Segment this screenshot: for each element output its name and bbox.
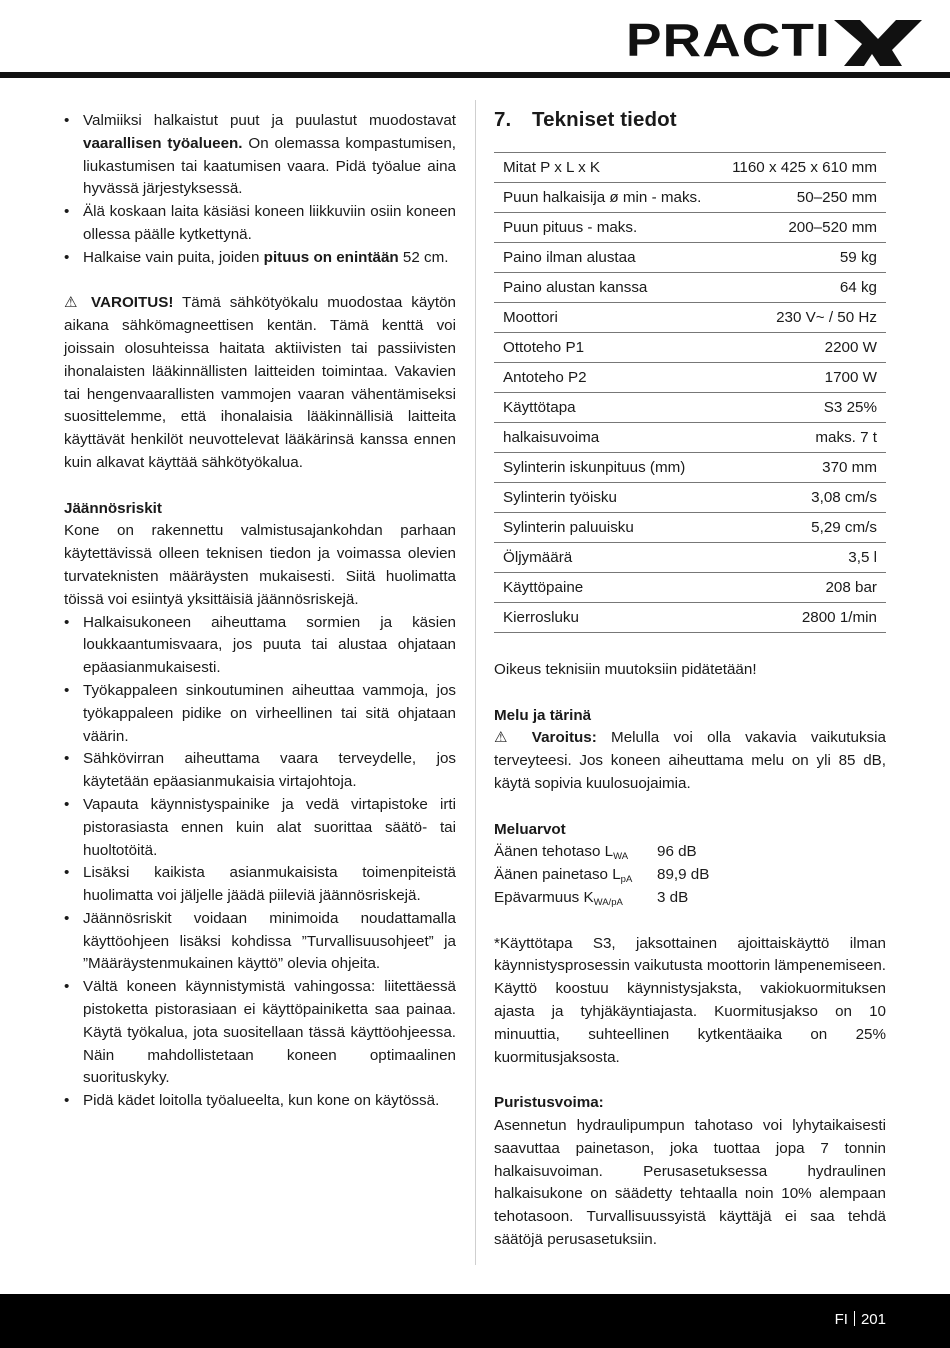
spec-label: Sylinterin työisku <box>494 483 717 513</box>
noise-warning: ⚠ Varoitus: Melulla voi olla vakavia vaikutuksia terveyteesi. Jos koneen aiheuttama melu on yli 85 dB, käytä sopivia kuulosuojaimia. <box>494 729 886 792</box>
list-item: • Vapauta käynnistyspainike ja vedä virtapistoke irti pistorasiasta ennen kuin alat suorittaa säätö- tai huoltotöitä. <box>64 794 456 862</box>
list-item: • Työkappaleen sinkoutuminen aiheuttaa vammoja, jos työkappaleen pidike on virheellinen tai sitä ohjataan väärin. <box>64 680 456 748</box>
header-rule <box>0 72 950 78</box>
noise-values-table <box>494 841 709 909</box>
technical-data-table <box>494 152 886 633</box>
pressing-force-heading: Puristusvoima: <box>494 1094 604 1112</box>
spec-value: maks. 7 t <box>717 423 886 453</box>
table-row <box>494 333 886 363</box>
pressing-force-text: Asennetun hydraulipumpun tahotaso voi lyhytaikaisesti saavuttaa painetason, joka tuottaa jopa 7 tonnin halkaisuvoiman. Perusasetuksessa hydraulinen halkaisukone on säädetty tehtaalla noin 10% alempaan tehotasoon. Turvallisuussyistä käyttäjä ei saa tehdä säätöjä perusasetuksiin. <box>494 1116 886 1248</box>
spec-value: 230 V~ / 50 Hz <box>717 303 886 333</box>
residual-risks-list <box>64 612 456 1114</box>
spec-value: 1700 W <box>717 363 886 393</box>
spec-value: 1160 x 425 x 610 mm <box>717 153 886 183</box>
spec-value: 2800 1/min <box>717 603 886 633</box>
duty-cycle-note: *Käyttötapa S3, jaksottainen ajoittaiskäyttö ilman käynnistysprosessin vaikutusta moottorin lämpenemiseen. Käyttö koostuu käynnistysjaksta, vakiokuormituksen ajasta ja tyhjäkäyntiajasta. Kuormitusjakso on 10 minuuttia, suhteellinen kytkentäaika on 25% kuormitusjaksosta. <box>494 934 886 1066</box>
table-row <box>494 303 886 333</box>
spec-value: 200–520 mm <box>717 213 886 243</box>
spec-label: Sylinterin paluuisku <box>494 513 717 543</box>
rights-note: Oikeus teknisiin muutoksiin pidätetään! <box>494 661 757 678</box>
list-item: • Halkaise vain puita, joiden pituus on enintään 52 cm. <box>64 247 456 270</box>
table-row: Äänen tehotaso $L_{WA}$ 96 dB <box>494 843 697 863</box>
spec-label: Käyttöpaine <box>494 573 717 603</box>
spec-value: 208 bar <box>717 573 886 603</box>
table-row <box>494 213 886 243</box>
practixx-logo <box>624 10 924 68</box>
section-title: 7. Tekniset tiedot <box>494 108 677 131</box>
svg-text:PRACTI: PRACTI <box>626 14 831 66</box>
spec-label: Sylinterin iskunpituus (mm) <box>494 453 717 483</box>
list-item: • Pidä kädet loitolla työalueelta, kun kone on käytössä. <box>64 1090 456 1113</box>
warning-label: VAROITUS! <box>91 294 174 312</box>
residual-risks-intro: Kone on rakennettu valmistusajankohdan parhaan käytettävissä olleen teknisen tiedon ja voimassa olevien turvateknisten määräysten mukaisesti. Siitä huolimatta töissä voi esiintyä yksittäisiä jäännösriskejä. <box>64 522 456 608</box>
table-row <box>494 603 886 633</box>
list-item: • Valmiiksi halkaistut puut ja puulastut muodostavat vaarallisen työalueen. On olemassa kompastumisen, liukastumisen tai kaatumisen vaara. Pidä työalue aina hyvässä järjestyksessä. <box>64 110 456 201</box>
left-column <box>64 110 456 1113</box>
spec-label: Antoteho P2 <box>494 363 717 393</box>
spec-label: Öljymäärä <box>494 543 717 573</box>
table-row <box>494 243 886 273</box>
list-item: • Vältä koneen käynnistymistä vahingossa: liitettäessä pistoketta pistorasiaan ei käyttöpainiketta saa painaa. Käytä työkalua, jota suositellaan tässä käyttöohjeessa. Näin mahdollistetaan koneen optimaalinen suorituskyky. <box>64 976 456 1090</box>
spec-label: Puun pituus - maks. <box>494 213 717 243</box>
spec-label: Moottori <box>494 303 717 333</box>
residual-risks-heading: Jäännösriskit <box>64 499 162 517</box>
spec-value: 50–250 mm <box>717 183 886 213</box>
table-row <box>494 393 886 423</box>
spec-value: 59 kg <box>717 243 886 273</box>
spec-label: Puun halkaisija ø min - maks. <box>494 183 717 213</box>
spec-value: 3,5 l <box>717 543 886 573</box>
table-row <box>494 183 886 213</box>
spec-label: Kierrosluku <box>494 603 717 633</box>
emf-warning: ⚠ VAROITUS! Tämä sähkötyökalu muodostaa käytön aikana sähkömagneettisen kentän. Tämä kenttä voi joissain olosuhteissa haitata aktiivisten tai passiivisten ihonalaisten lääkinnällisten laitteiden toimintaa. Vakavien tai hengenvaarallisten vammojen vaaran vähentämiseksi suosittelemme, että ihonalaisia lääkinnällisiä laitteita käyttävät henkilöt neuvottelevat lääkärinsä kanssa ennen kuin alkavat käyttää sähkötyökalua. <box>64 294 456 471</box>
table-row <box>494 423 886 453</box>
noise-values-heading: Meluarvot <box>494 820 566 838</box>
spec-label: Mitat P x L x K <box>494 153 717 183</box>
table-row: Epävarmuus $K_{WA/pA}$ 3 dB <box>494 888 689 908</box>
safety-bullets <box>64 110 456 270</box>
spec-label: Ottoteho P1 <box>494 333 717 363</box>
page-number: FI 201 <box>834 1311 886 1328</box>
list-item: • Lisäksi kaikista asianmukaisista toimenpiteistä huolimatta voi jäljelle jäädä piileviä jäännösriskejä. <box>64 862 456 908</box>
table-row <box>494 543 886 573</box>
list-item: • Sähkövirran aiheuttama vaara terveydelle, jos käytetään epäasianmukaisia virtajohtoja. <box>64 748 456 794</box>
table-row <box>494 513 886 543</box>
spec-value: 2200 W <box>717 333 886 363</box>
table-row <box>494 363 886 393</box>
spec-label: Paino alustan kanssa <box>494 273 717 303</box>
spec-value: 370 mm <box>717 453 886 483</box>
spec-value: 3,08 cm/s <box>717 483 886 513</box>
table-row <box>494 453 886 483</box>
table-row <box>494 153 886 183</box>
spec-value: S3 25% <box>717 393 886 423</box>
table-row <box>494 573 886 603</box>
table-row <box>494 273 886 303</box>
spec-value: 64 kg <box>717 273 886 303</box>
table-row <box>494 483 886 513</box>
column-divider <box>475 100 476 1265</box>
spec-label: Paino ilman alustaa <box>494 243 717 273</box>
right-column <box>494 100 886 1252</box>
list-item: • Halkaisukoneen aiheuttama sormien ja käsien loukkaantumisvaara, jos puuta tai alustaa ohjataan epäasianmukaisesti. <box>64 612 456 680</box>
warning-icon: ⚠ <box>64 294 83 312</box>
spec-label: Käyttötapa <box>494 393 717 423</box>
list-item: • Älä koskaan laita käsiäsi koneen liikkuviin osiin koneen ollessa päälle kytkettynä. <box>64 201 456 247</box>
warning-icon: ⚠ <box>494 729 518 747</box>
spec-label: halkaisuvoima <box>494 423 717 453</box>
table-row: Äänen painetaso $L_{pA}$ 89,9 dB <box>494 866 710 886</box>
footer-bar <box>0 1294 950 1348</box>
list-item: • Jäännösriskit voidaan minimoida noudattamalla käyttöohjeen lisäksi kohdissa ”Turvallisuusohjeet” ja ”Määräystenmukainen käyttö” olevia ohjeita. <box>64 908 456 976</box>
spec-value: 5,29 cm/s <box>717 513 886 543</box>
noise-heading: Melu ja tärinä <box>494 706 592 724</box>
